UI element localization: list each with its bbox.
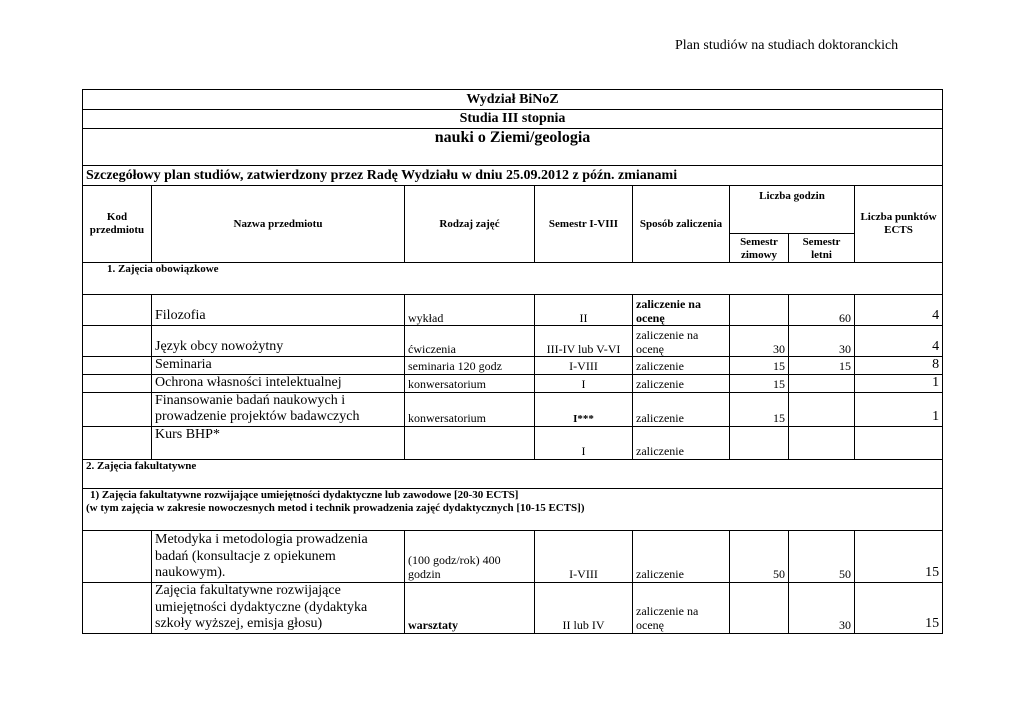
table-row [83,357,943,375]
subsection-row [83,488,943,530]
cell-nazwa: Metodyka i metodologia prowadzenia badań (konsultacje z opiekunem naukowym). [152,530,405,582]
study-plan-table [82,89,943,634]
cell-ects [855,426,943,459]
cell-kod [83,295,152,326]
cell-ects: 1 [855,374,943,392]
cell-rodzaj: wykład [405,295,535,326]
col-header-liczba-godzin: Liczba godzin [730,186,855,234]
cell-sposob: zaliczenie na ocenę [633,326,730,357]
cell-zimowy [730,582,789,633]
description-row [83,166,943,186]
table-row [83,530,943,582]
cell-zimowy: 15 [730,374,789,392]
level-row [83,110,943,129]
cell-ects: 15 [855,530,943,582]
cell-letni: 50 [789,530,855,582]
page-header: Plan studiów na studiach doktoranckich [675,38,899,53]
faculty-title: Wydział BiNoZ [83,90,943,110]
col-header-nazwa: Nazwa przedmiotu [152,186,405,263]
cell-semestr: I-VIII [535,530,633,582]
faculty-row [83,90,943,110]
section-row [83,263,943,295]
cell-ects: 4 [855,295,943,326]
cell-letni [789,374,855,392]
cell-ects: 1 [855,392,943,426]
cell-sposob: zaliczenie [633,426,730,459]
section-2-label: 2. Zajęcia fakultatywne [83,459,943,488]
section-row [83,459,943,488]
cell-letni: 30 [789,582,855,633]
cell-zimowy: 15 [730,392,789,426]
cell-ects: 8 [855,357,943,375]
cell-rodzaj [405,426,535,459]
cell-letni: 15 [789,357,855,375]
cell-kod [83,326,152,357]
cell-nazwa: Filozofia [152,295,405,326]
cell-semestr: I [535,374,633,392]
table-row [83,426,943,459]
cell-kod [83,530,152,582]
cell-ects: 15 [855,582,943,633]
cell-semestr: I-VIII [535,357,633,375]
cell-rodzaj: warsztaty [405,582,535,633]
cell-rodzaj: seminaria 120 godz [405,357,535,375]
cell-rodzaj: ćwiczenia [405,326,535,357]
cell-sposob: zaliczenie na ocenę [633,582,730,633]
cell-kod [83,374,152,392]
cell-zimowy [730,295,789,326]
cell-zimowy: 15 [730,357,789,375]
column-header-row [83,186,943,234]
cell-sposob: zaliczenie [633,530,730,582]
cell-zimowy: 50 [730,530,789,582]
col-header-kod: Kod przedmiotu [83,186,152,263]
col-header-ects: Liczba punktów ECTS [855,186,943,263]
discipline-title: nauki o Ziemi/geologia [83,129,943,166]
discipline-row [83,129,943,166]
cell-nazwa: Ochrona własności intelektualnej [152,374,405,392]
cell-nazwa: Zajęcia fakultatywne rozwijające umiejętności dydaktyczne (dydaktyka szkoły wyższej, emisja głosu) [152,582,405,633]
cell-semestr: II lub IV [535,582,633,633]
section-1-label: 1. Zajęcia obowiązkowe [83,263,943,295]
cell-kod [83,582,152,633]
table-row [83,392,943,426]
subsection-1-label [83,488,943,530]
cell-letni [789,392,855,426]
cell-kod [83,392,152,426]
table-row [83,374,943,392]
subsection-1-line1: 1) Zajęcia fakultatywne rozwijające umiejętności dydaktyczne lub zawodowe [20-30 ECTS] [90,488,519,501]
cell-letni: 30 [789,326,855,357]
table-row [83,295,943,326]
cell-rodzaj: konwersatorium [405,392,535,426]
col-header-semestr: Semestr I-VIII [535,186,633,263]
cell-letni [789,426,855,459]
cell-nazwa: Kurs BHP* [152,426,405,459]
table-row [83,582,943,633]
col-header-sem-zimowy: Semestr zimowy [730,234,789,263]
plan-description: Szczegółowy plan studiów, zatwierdzony przez Radę Wydziału w dniu 25.09.2012 z późn. zmianami [83,166,943,186]
cell-letni: 60 [789,295,855,326]
cell-nazwa: Język obcy nowożytny [152,326,405,357]
cell-nazwa: Seminaria [152,357,405,375]
level-title: Studia III stopnia [83,110,943,129]
col-header-sposob: Sposób zaliczenia [633,186,730,263]
cell-sposob: zaliczenie [633,392,730,426]
cell-semestr: III-IV lub V-VI [535,326,633,357]
cell-sposob: zaliczenie na ocenę [633,295,730,326]
cell-semestr: I*** [535,392,633,426]
col-header-rodzaj: Rodzaj zajęć [405,186,535,263]
cell-sposob: zaliczenie [633,357,730,375]
table-row [83,326,943,357]
cell-semestr: I [535,426,633,459]
cell-rodzaj: konwersatorium [405,374,535,392]
cell-rodzaj: (100 godz/rok) 400 godzin [405,530,535,582]
cell-kod [83,426,152,459]
cell-nazwa: Finansowanie badań naukowych i prowadzenie projektów badawczych [152,392,405,426]
subsection-1-line2: (w tym zajęcia w zakresie nowoczesnych metod i technik prowadzenia zajęć dydaktycznych [10-15 ECTS]) [86,501,585,514]
col-header-sem-letni: Semestr letni [789,234,855,263]
cell-ects: 4 [855,326,943,357]
cell-sposob: zaliczenie [633,374,730,392]
cell-zimowy: 30 [730,326,789,357]
cell-zimowy [730,426,789,459]
cell-semestr: II [535,295,633,326]
cell-kod [83,357,152,375]
